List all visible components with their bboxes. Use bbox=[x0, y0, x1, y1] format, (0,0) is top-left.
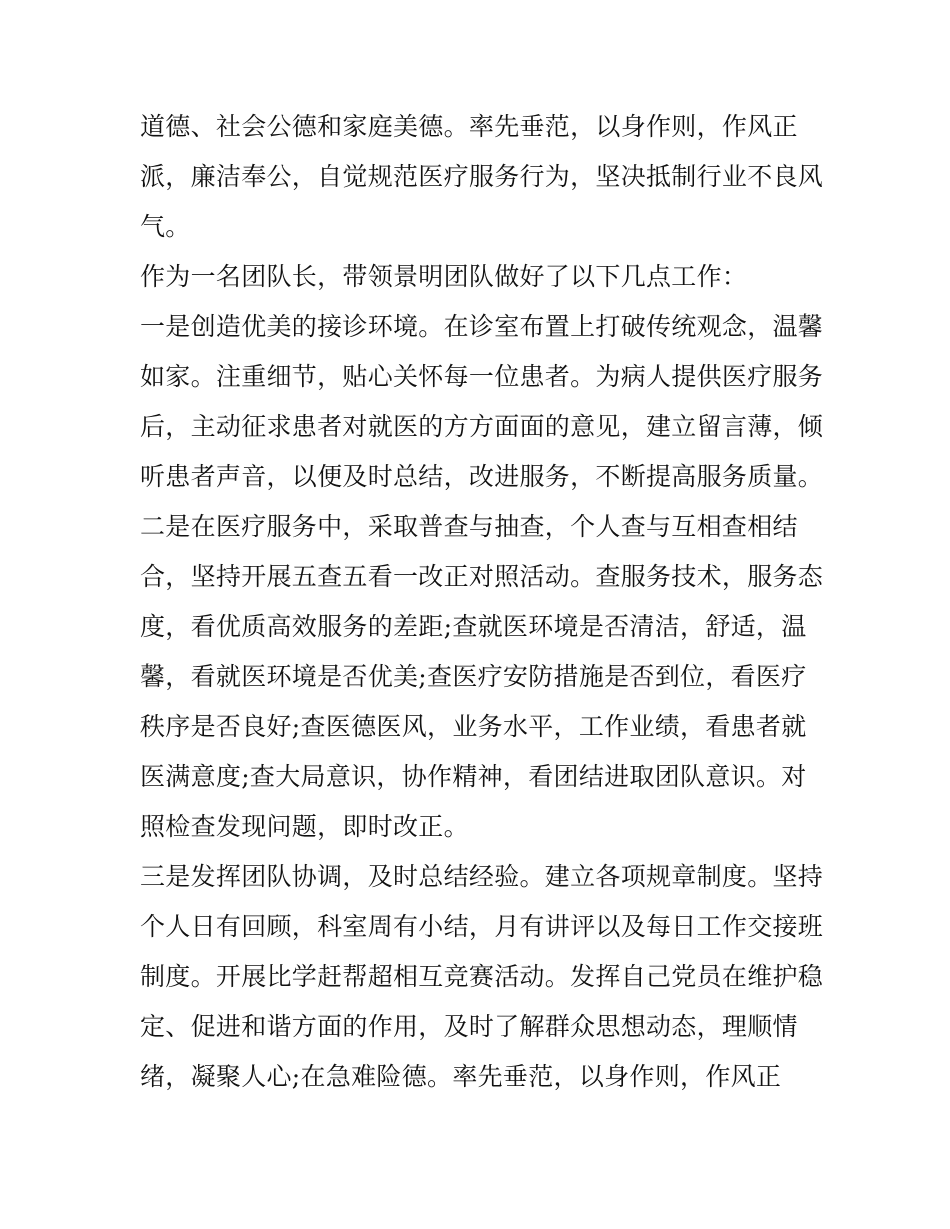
text-line: 气。 bbox=[140, 212, 191, 241]
document-body bbox=[140, 102, 824, 1102]
text-line: 二是在医疗服务中，采取普查与抽查，个人查与互相查相结 bbox=[140, 512, 798, 541]
text-line: 一是创造优美的接诊环境。在诊室布置上打破传统观念，温馨 bbox=[140, 312, 824, 341]
text-line: 后，主动征求患者对就医的方方面面的意见，建立留言薄，倾 bbox=[140, 412, 824, 441]
text-line: 三是发挥团队协调，及时总结经验。建立各项规章制度。坚持 bbox=[140, 862, 824, 891]
text-line: 医满意度;查大局意识，协作精神，看团结进取团队意识。对 bbox=[140, 762, 807, 791]
text-line: 馨，看就医环境是否优美;查医疗安防措施是否到位，看医疗 bbox=[140, 662, 807, 691]
text-line: 秩序是否良好;查医德医风，业务水平，工作业绩，看患者就 bbox=[140, 712, 807, 741]
text-line: 作为一名团队长，带领景明团队做好了以下几点工作： bbox=[140, 262, 748, 291]
text-line: 照检查发现问题，即时改正。 bbox=[140, 812, 469, 841]
text-line: 度，看优质高效服务的差距;查就医环境是否清洁，舒适，温 bbox=[140, 612, 807, 641]
text-line: 绪，凝聚人心;在急难险德。率先垂范，以身作则，作风正 bbox=[140, 1062, 782, 1091]
text-line: 道德、社会公德和家庭美德。率先垂范，以身作则，作风正 bbox=[140, 112, 798, 141]
text-line: 如家。注重细节，贴心关怀每一位患者。为病人提供医疗服务 bbox=[140, 362, 824, 391]
text-line: 定、促进和谐方面的作用，及时了解群众思想动态，理顺情 bbox=[140, 1012, 798, 1041]
text-line: 合，坚持开展五查五看一改正对照活动。查服务技术，服务态 bbox=[140, 562, 824, 591]
text-line: 制度。开展比学赶帮超相互竞赛活动。发挥自己党员在维护稳 bbox=[140, 962, 824, 991]
text-line: 个人日有回顾，科室周有小结，月有讲评以及每日工作交接班 bbox=[140, 912, 824, 941]
text-line: 听患者声音，以便及时总结，改进服务，不断提高服务质量。 bbox=[140, 462, 824, 491]
text-line: 派，廉洁奉公，自觉规范医疗服务行为，坚决抵制行业不良风 bbox=[140, 162, 824, 191]
